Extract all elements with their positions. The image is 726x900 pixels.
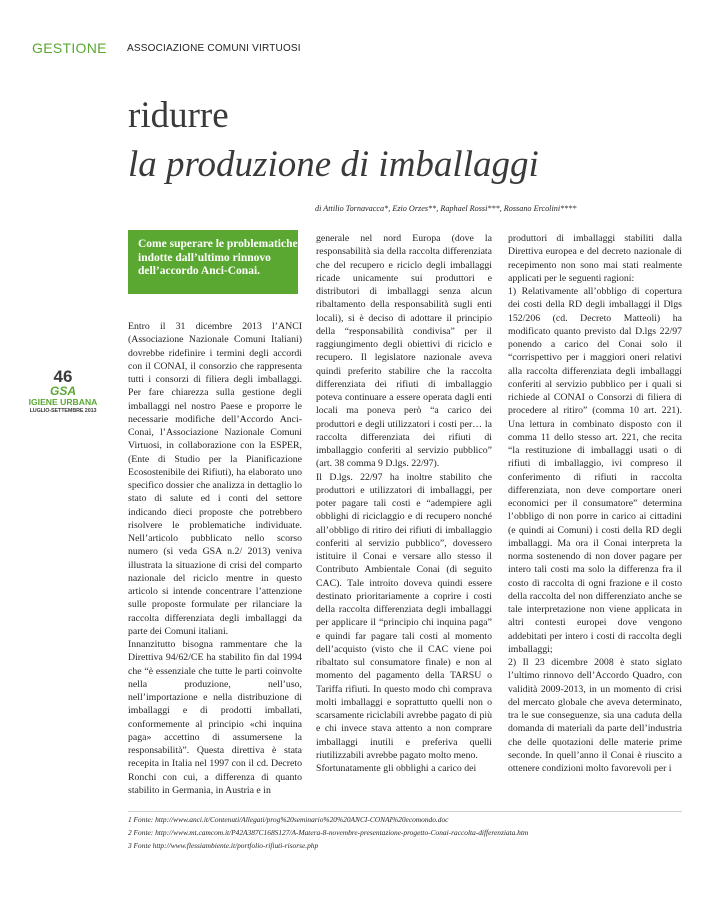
paragraph: Sfortunatamente gli obblighi a carico dei xyxy=(316,763,477,774)
page-badge xyxy=(28,368,98,415)
text-column-2 xyxy=(316,232,492,812)
article-title-line2: la produzione di imballaggi xyxy=(128,144,539,185)
paragraph: 2) Il 23 dicembre 2008 è stato siglato l’ultimo rinnovo dell’Accordo Quadro, con validità 2009-2013, in un momento di crisi del mercato globale che aveva determinato, tra le sue conseguenze, sia una caduta della domanda di materiali da parte dell’industria che delle quotazioni delle materie prime seconde. In quell’anno il Conai è riuscito a ottenere condizioni molto favorevoli per i xyxy=(508,657,682,774)
issue-date: LUGLIO-SETTEMBRE 2013 xyxy=(29,408,97,414)
article-title-line1: ridurre xyxy=(128,95,229,136)
text-column-1 xyxy=(128,320,302,812)
paragraph: produttori di imballaggi stabiliti dalla Direttiva europea e del decreto nazionale di recepimento non sono mai stati realmente applicati per le seguenti ragioni: xyxy=(508,233,682,284)
text-column-3 xyxy=(508,232,682,812)
footnote: 1 Fonte: http://www.anci.it/Contenuti/Allegati/prog%20seminario%20%20ANCI-CONAI%20ecomondo.doc xyxy=(128,815,449,824)
magazine-logo: GSA xyxy=(49,384,76,398)
page-number: 46 xyxy=(53,367,73,386)
section-label: GESTIONE xyxy=(32,40,107,56)
paragraph: 1) Relativamente all’obbligo di copertura dei costi della RD degli imballaggi il Dlgs 152/206 (cd. Decreto Matteoli) ha modificato quanto previsto dal D.lgs 22/97 ponendo a carico del Conai solo il “corrispettivo per i maggiori oneri relativi alla raccolta differenziata degli imballaggi conferiti al servizio pubblico per i quali si richiede al CONAI o Consorzi di filiera di procedere al ritiro” (comma 10 art. 221). Una lettura in combinato disposto con il comma 11 dello stesso art. 221, che recita “la restituzione di imballaggi usati o di rifiuti di imballaggio, ivi compreso il conferimento di rifiuti in raccolta differenziata, non deve comportare oneri economici per il consumatore” determina l’obbligo di non porre in carico ai cittadini (e quindi ai Comuni) i costi della RD degli imballaggi. Ma ora il Conai interpreta la norma sostenendo di non dover pagare per intero tali costi ma solo la differenza fra il costo di raccolta di ogni frazione e il costo della raccolta del non differenziato anche se tale interpretazione non viene applicata in altri contesti europei dove vengono addebitati per intero i costi di raccolta degli imballaggi; xyxy=(508,286,682,655)
footnote: 2 Fonte: http://www.mt.camcom.it/P42A387C168S127/A-Matera-8-novembre-presentazione-progetto-Conai-raccolta-differenziata.htm xyxy=(128,828,529,837)
paragraph: Entro il 31 dicembre 2013 l’ANCI (Associazione Nazionale Comuni Italiani) dovrebbe ridefinire i termini degli accordi con il CONAI, il consorzio che rappresenta tutti i consorzi di filiera degli imballaggi. Per fare chiarezza sulla gestione degli imballaggi nel nostro Paese e proporre le necessarie modifiche dell’Accordo Anci-Conai, l’Associazione Nazionale Comuni Virtuosi, in collaborazione con la ESPER, (Ente di Studio per la Pianificazione Ecosostenibile dei Rifiuti), ha elaborato uno specifico dossier che analizza in dettaglio lo stato di salute ed i conti del settore indicando dieci proposte che potrebbero risolvere le problematiche individuate. Nell’articolo pubblicato nello scorso numero (si veda GSA n.2/ 2013) veniva illustrata la situazione di crisi del comparto nazionale del riciclo mentre in questo articolo si intende concentrare l’attenzione sulle proposte formulate per rilanciare la raccolta differenziata degli imballaggi da parte dei Comuni italiani. xyxy=(128,321,302,637)
kicker-label: ASSOCIAZIONE COMUNI VIRTUOSI xyxy=(127,43,301,54)
lead-box: Come superare le problematiche indotte dall’ultimo rinnovo dell’accordo Anci-Conai. xyxy=(128,230,298,294)
magazine-title: IGIENE URBANA xyxy=(28,397,98,407)
byline: di Attilio Tornavacca*, Ezio Orzes**, Raphael Rossi***, Rossano Ercolini**** xyxy=(315,204,577,213)
footnote-divider xyxy=(128,811,682,812)
paragraph: Il D.lgs. 22/97 ha inoltre stabilito che produttori e utilizzatori di imballaggi, per poter pagare tali costi e “adempiere agli obblighi di riciclaggio e di recupero nonché all’obbligo di ritiro dei rifiuti di imballaggio conferiti al servizio pubblico”, dovessero istituire il Conai e versare allo stesso il Contributo Ambientale Conai (di seguito CAC). Tale introito doveva quindi essere destinato prioritariamente a coprire i costi della raccolta differenziata degli imballaggi per applicare il “principio chi inquina paga” e quindi far pagare tali costi al momento dell’acquisto (visto che il CAC viene poi ribaltato sul consumatore finale) e non al momento del pagamento della TARSU o Tariffa rifiuti. In questo modo chi comprava molti imballaggi e soprattutto quelli non o scarsamente riciclabili avrebbe pagato di più e chi invece stava attento a non comprare imballaggi inutili e preferiva quelli riutilizzabili avrebbe pagato molto meno. xyxy=(316,471,492,761)
footnote: 3 Fonte http://www.flessiambiente.it/portfolio-rifiuti-risorse.php xyxy=(128,841,319,850)
paragraph: Innanzitutto bisogna rammentare che la Direttiva 94/62/CE ha stabilito fin dal 1994 che “è essenziale che tutte le parti coinvolte nella produzione, nell’uso, nell’importazione e nella distribuzione di imballaggi e di prodotti imballati, conformemente al principio «chi inquina paga» accettino di assumersene la responsabilità”. Questa direttiva è stata recepita in Italia nel 1997 con il cd. Decreto Ronchi con cui, a differenza di quanto stabilito in Germania, in Austria e in xyxy=(128,639,302,796)
footnotes xyxy=(128,813,688,852)
paragraph: generale nel nord Europa (dove la responsabilità sia della raccolta differenziata che del recupero e riciclo degli imballaggi ricade unicamente sui produttori e distributori di imballaggi senza alcun ribaltamento della responsabilità sugli enti locali), si è deciso di adottare il principio della “responsabilità condivisa” per il raggiungimento degli obiettivi di riciclo e recupero. Il legislatore nazionale aveva quindi preferito stabilire che la raccolta differenziata dei rifiuti di imballaggio poteva continuare a essere operata dagli enti locali ma poneva però “a carico dei produttori e degli utilizzatori i costi per… la raccolta differenziata dei rifiuti di imballaggio conferiti al servizio pubblico” (art. 38 comma 9 D.lgs. 22/97). xyxy=(316,233,492,470)
